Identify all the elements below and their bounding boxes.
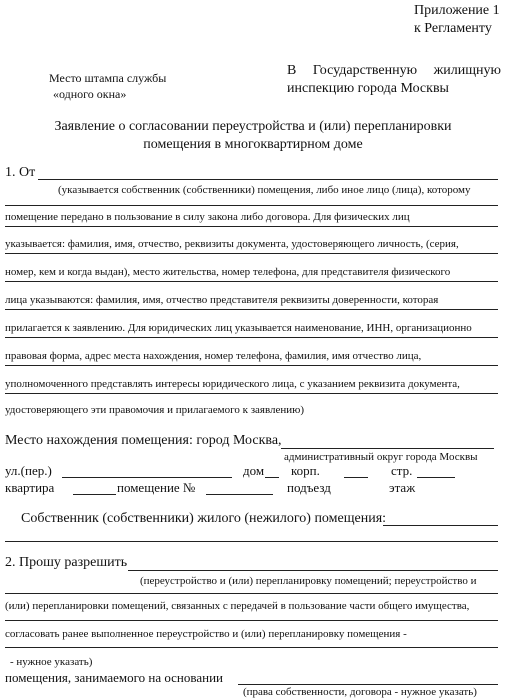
document-title-line2: помещения в многоквартирном доме xyxy=(143,137,363,152)
section1-text-line: указывается: фамилия, имя, отчество, реквизиты документа, удостоверяющего личность, (серия, xyxy=(5,238,459,250)
appendix-line2: к Регламенту xyxy=(414,21,492,36)
recipient-line2: инспекцию города Москвы xyxy=(287,81,449,96)
text-underline xyxy=(5,253,498,254)
recipient-line1: В Государственную жилищную xyxy=(287,63,501,78)
section2-text-line: согласовать ранее выполненное переустройство и (или) перепланировку помещения - xyxy=(5,628,407,640)
text-underline xyxy=(5,309,498,310)
applicant-field-line-2[interactable] xyxy=(5,205,498,206)
section2-label: 2. Прошу разрешить xyxy=(5,555,128,570)
street-label: ул.(пер.) xyxy=(5,463,52,478)
text-underline xyxy=(5,393,498,394)
section1-hint: (указывается собственник (собственники) помещения, либо иное лицо (лица), которому xyxy=(58,184,471,196)
document-title-line1: Заявление о согласовании переустройства и (или) перепланировки xyxy=(54,119,452,134)
section1-text-line: помещение передано в пользование в силу закона либо договора. Для физических лиц xyxy=(5,211,410,223)
room-field-line[interactable] xyxy=(206,494,273,495)
section1-text-line: правовая форма, адрес места нахождения, номер телефона, фамилия, имя отчество лица, xyxy=(5,350,422,362)
text-underline xyxy=(5,337,498,338)
section2-text-line: - нужное указать) xyxy=(10,656,93,668)
basis-hint: (права собственности, договора - нужное указать) xyxy=(243,686,477,698)
request-field-line-3[interactable] xyxy=(5,620,498,621)
str-field-line[interactable] xyxy=(417,477,455,478)
entrance-label: подъезд xyxy=(287,480,331,495)
request-field-line-4[interactable] xyxy=(5,647,498,648)
stamp-place-line2: «одного окна» xyxy=(53,87,127,101)
text-underline xyxy=(5,365,498,366)
owners-label: Собственник (собственники) жилого (нежилого) помещения: xyxy=(21,511,387,526)
floor-label: этаж xyxy=(389,480,416,495)
basis-field-line[interactable] xyxy=(238,684,498,685)
house-label: дом xyxy=(243,463,265,478)
section1-text-line: номер, кем и когда выдан), место жительства, номер телефона, для представителя физического xyxy=(5,266,451,278)
korp-label: корп. xyxy=(291,463,320,478)
section1-text-line: удостоверяющего эти правомочия и прилагаемого к заявлению) xyxy=(5,404,305,416)
request-field-line-2[interactable] xyxy=(5,593,498,594)
section1-text-line: прилагается к заявлению. Для юридических лиц указывается наименование, ИНН, организационно xyxy=(5,322,472,334)
flat-label: квартира xyxy=(5,480,55,495)
text-underline xyxy=(5,226,498,227)
section1-text-line: уполномоченного представлять интересы юридического лица, с указанием реквизита документа, xyxy=(5,378,460,390)
request-field-line[interactable] xyxy=(128,570,498,571)
owners-field-line[interactable] xyxy=(383,525,498,526)
str-label: стр. xyxy=(391,463,413,478)
basis-label: помещения, занимаемого на основании xyxy=(5,670,223,685)
location-hint: административный округ города Москвы xyxy=(284,451,478,463)
section2-text-line: (или) перепланировки помещений, связанных с передачей в пользование части общего имущества, xyxy=(5,600,470,612)
owners-field-line-2[interactable] xyxy=(5,541,498,542)
applicant-field-line[interactable] xyxy=(38,179,498,180)
section2-hint: (переустройство и (или) перепланировку помещений; переустройство и xyxy=(140,575,477,587)
text-underline xyxy=(5,281,498,282)
korp-field-line[interactable] xyxy=(344,477,368,478)
flat-field-line[interactable] xyxy=(73,494,116,495)
location-field-line[interactable] xyxy=(281,448,494,449)
section1-label: 1. От xyxy=(5,165,36,180)
house-field-line[interactable] xyxy=(265,477,279,478)
room-label: помещение № xyxy=(117,480,196,495)
section1-text-line: лица указываются: фамилия, имя, отчество представителя реквизиты доверенности, которая xyxy=(5,294,439,306)
street-field-line[interactable] xyxy=(62,477,232,478)
appendix-line1: Приложение 1 xyxy=(414,3,500,18)
stamp-place-line1: Место штампа службы xyxy=(49,71,167,85)
location-label: Место нахождения помещения: город Москва, xyxy=(5,433,282,448)
